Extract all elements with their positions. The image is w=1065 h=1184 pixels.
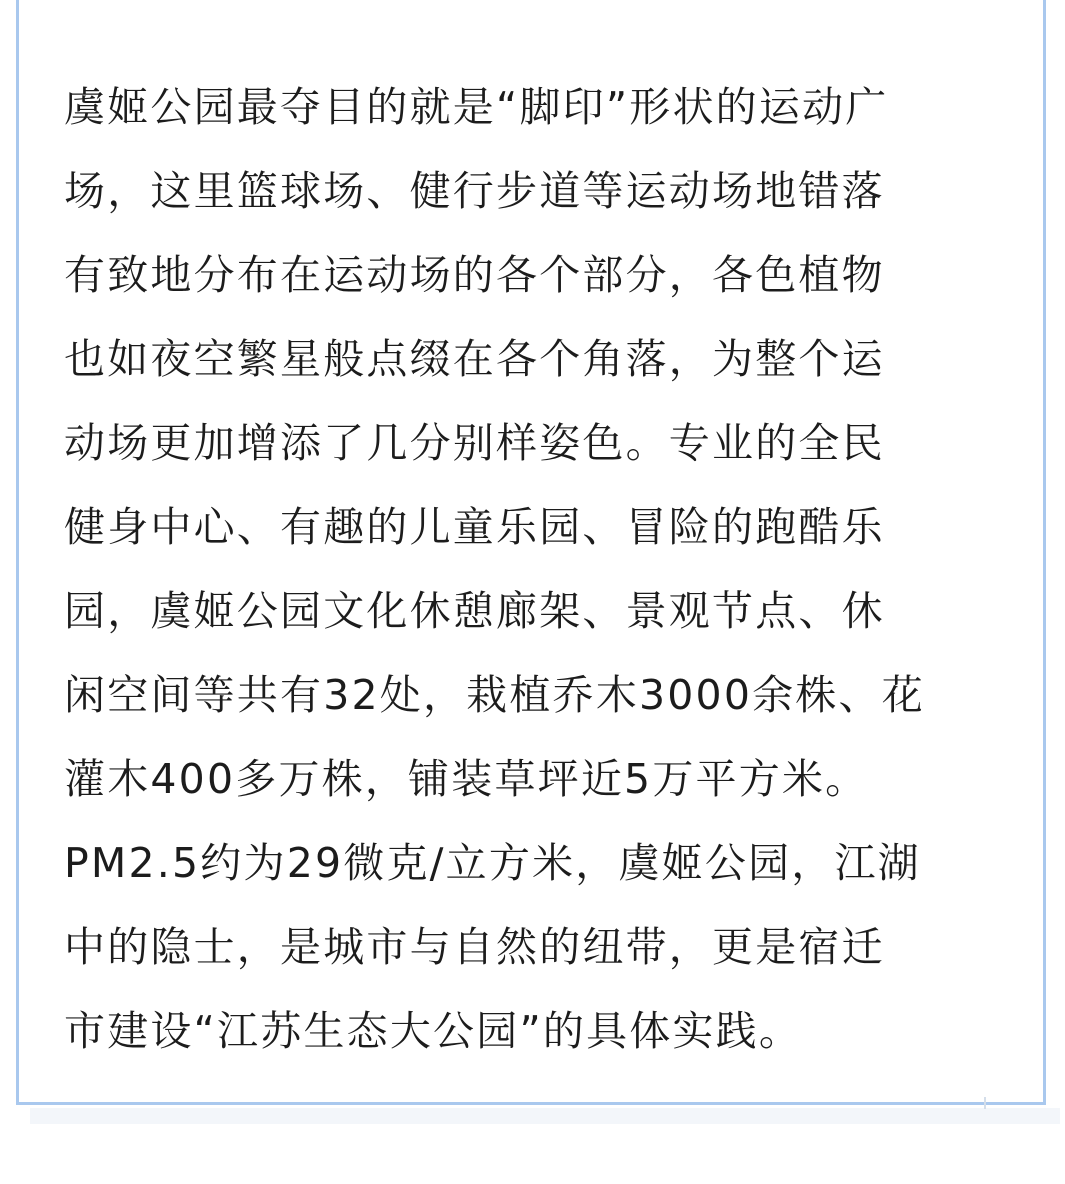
article-line-2: 场，这里篮球场、健行步道等运动场地错落 <box>64 167 885 215</box>
article-paragraph <box>64 65 1009 1073</box>
article-line-11: 中的隐士，是城市与自然的纽带，更是宿迁 <box>64 923 885 971</box>
article-line-5: 动场更加增添了几分别样姿色。专业的全民 <box>64 419 885 467</box>
decorative-tick <box>984 1097 986 1109</box>
article-line-6: 健身中心、有趣的儿童乐园、冒险的跑酷乐 <box>64 503 885 551</box>
article-line-7: 园，虞姬公园文化休憩廊架、景观节点、休 <box>64 587 885 635</box>
article-line-4: 也如夜空繁星般点缀在各个角落，为整个运 <box>64 335 885 383</box>
article-line-9: 灌木400多万株，铺装草坪近5万平方米。 <box>64 755 869 803</box>
article-line-1: 虞姬公园最夺目的就是“脚印”形状的运动广 <box>64 83 889 131</box>
article-line-8: 闲空间等共有32处，栽植乔木3000余株、花 <box>64 671 925 719</box>
card-shadow <box>30 1108 1060 1124</box>
article-card <box>16 0 1046 1105</box>
article-line-12: 市建设“江苏生态大公园”的具体实践。 <box>64 1007 803 1055</box>
article-line-10: PM2.5约为29微克/立方米，虞姬公园，江湖 <box>64 839 921 887</box>
article-line-3: 有致地分布在运动场的各个部分，各色植物 <box>64 251 885 299</box>
